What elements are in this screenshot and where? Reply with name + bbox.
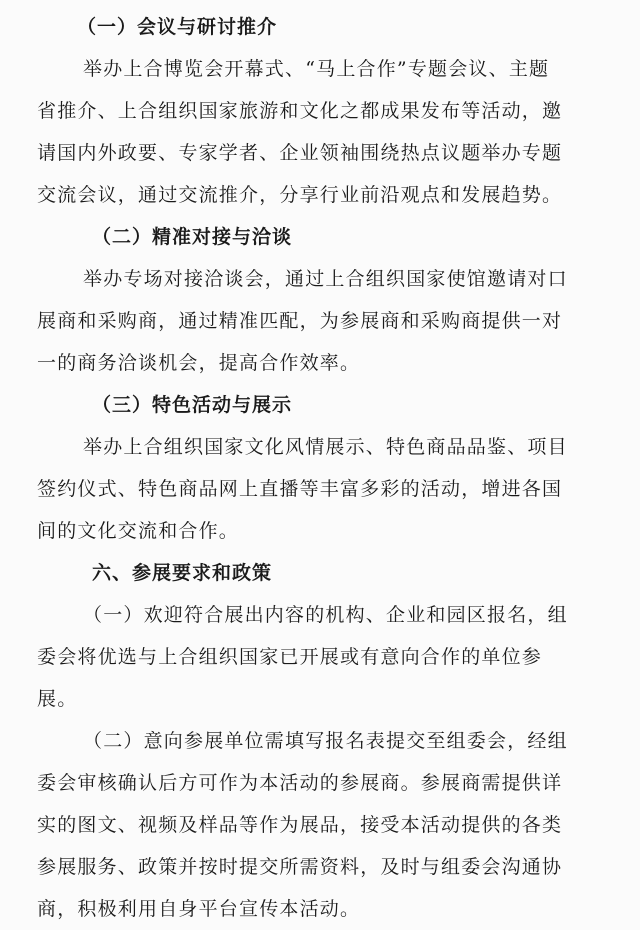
paragraph-line: 请国内外政要、专家学者、企业领袖围绕热点议题举办专题	[37, 142, 563, 164]
paragraph-activities	[37, 426, 602, 552]
paragraph-requirement-2	[37, 720, 602, 930]
paragraph-line: 举办上合博览会开幕式、“马上合作”专题会议、主题	[83, 58, 550, 80]
paragraph-line: 间的文化交流和合作。	[37, 520, 240, 542]
paragraph-line: 实的图文、视频及样品等作为展品，接受本活动提供的各类	[37, 814, 563, 836]
section-heading-matchmaking: （二）精准对接与洽谈	[92, 226, 293, 248]
paragraph-line: 展。	[37, 688, 78, 710]
paragraph-line: 展商和采购商，通过精准匹配，为参展商和采购商提供一对	[37, 310, 563, 332]
chapter-heading-requirements: 六、参展要求和政策	[92, 562, 273, 584]
section-heading-activities: （三）特色活动与展示	[92, 394, 293, 416]
paragraph-matchmaking	[37, 258, 602, 384]
paragraph-requirement-1	[37, 594, 602, 720]
paragraph-line: 举办上合组织国家文化风情展示、特色商品品鉴、项目	[83, 436, 568, 458]
paragraph-line: 商，积极利用自身平台宣传本活动。	[37, 898, 361, 920]
paragraph-line: 委会将优选与上合组织国家已开展或有意向合作的单位参	[37, 646, 543, 668]
paragraph-line: （二）意向参展单位需填写报名表提交至组委会，经组	[83, 730, 568, 752]
section-heading-meetings: （一）会议与研讨推介	[77, 16, 278, 38]
paragraph-line: 一的商务洽谈机会，提高合作效率。	[37, 352, 361, 374]
paragraph-line: 举办专场对接洽谈会，通过上合组织国家使馆邀请对口	[83, 268, 568, 290]
paragraph-line: 交流会议，通过交流推介，分享行业前沿观点和发展趋势。	[37, 184, 563, 206]
paragraph-line: 参展服务、政策并按时提交所需资料，及时与组委会沟通协	[37, 856, 563, 878]
paragraph-meetings	[37, 48, 602, 216]
paragraph-line: 委会审核确认后方可作为本活动的参展商。参展商需提供详	[37, 772, 563, 794]
paragraph-line: （一）欢迎符合展出内容的机构、企业和园区报名，组	[83, 604, 568, 626]
paragraph-line: 签约仪式、特色商品网上直播等丰富多彩的活动，增进各国	[37, 478, 563, 500]
paragraph-line: 省推介、上合组织国家旅游和文化之都成果发布等活动，邀	[37, 100, 563, 122]
